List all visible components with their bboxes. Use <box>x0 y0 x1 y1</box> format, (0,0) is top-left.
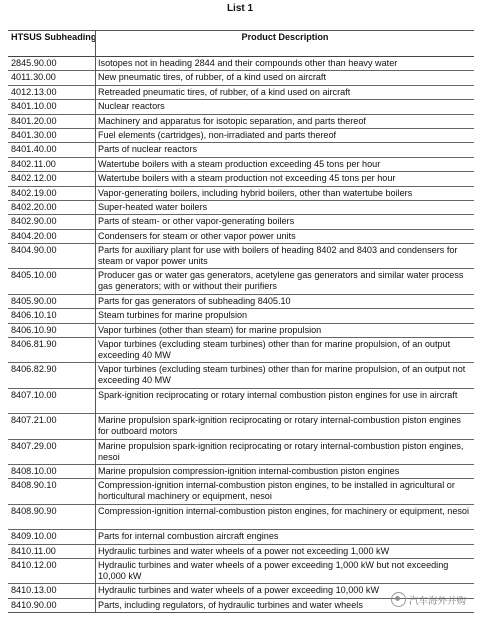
row-description: Vapor-generating boilers, including hybrid boilers, other than watertube boilers <box>98 187 413 198</box>
row-description: Hydraulic turbines and water wheels of a power exceeding 10,000 kW <box>98 585 380 596</box>
table-row <box>8 143 474 157</box>
row-subheading: 8406.10.10 <box>11 310 57 321</box>
row-subheading: 8401.20.00 <box>11 115 57 126</box>
table-row <box>8 158 474 172</box>
htsus-table <box>8 30 474 613</box>
row-description: Parts of nuclear reactors <box>98 144 198 155</box>
column-divider <box>95 31 96 612</box>
row-description: Parts, including regulators, of hydraulic turbines and water wheels <box>98 599 363 610</box>
table-row <box>8 414 474 439</box>
table-row <box>8 505 474 530</box>
table-row <box>8 244 474 269</box>
row-subheading: 8401.10.00 <box>11 101 57 112</box>
table-row <box>8 269 474 294</box>
table-row <box>8 309 474 323</box>
row-subheading: 8405.10.00 <box>11 270 57 281</box>
row-subheading: 8407.10.00 <box>11 389 57 400</box>
row-subheading: 8407.21.00 <box>11 415 57 426</box>
watermark <box>391 592 466 607</box>
row-description: Super-heated water boilers <box>98 201 208 212</box>
row-description: Parts of steam- or other vapor-generating boilers <box>98 216 295 227</box>
row-subheading: 8405.90.00 <box>11 295 57 306</box>
table-row <box>8 129 474 143</box>
table-row <box>8 324 474 338</box>
wechat-logo-icon <box>391 592 406 607</box>
table-row <box>8 201 474 215</box>
row-subheading: 8406.81.90 <box>11 339 57 350</box>
table-row <box>8 363 474 388</box>
table-row <box>8 86 474 100</box>
row-description: Steam turbines for marine propulsion <box>98 310 248 321</box>
table-row <box>8 100 474 114</box>
header-product-description: Product Description <box>241 32 329 42</box>
row-subheading: 8402.12.00 <box>11 173 57 184</box>
row-subheading: 8410.12.00 <box>11 559 57 570</box>
row-description: Parts for internal combustion aircraft engines <box>98 531 279 542</box>
row-subheading: 8409.10.00 <box>11 531 57 542</box>
row-subheading: 4011.30.00 <box>11 72 56 83</box>
document-title: List 1 <box>226 3 254 14</box>
table-row <box>8 230 474 244</box>
table-row <box>8 479 474 504</box>
row-description: Marine propulsion spark-ignition reciprocating or rotary internal-combustion piston engines, nesoi <box>98 440 464 462</box>
row-subheading: 8401.30.00 <box>11 129 57 140</box>
row-description: Marine propulsion spark-ignition reciprocating or rotary internal-combustion piston engines for outboard motors <box>98 415 461 437</box>
row-subheading: 8404.20.00 <box>11 230 57 241</box>
table-row <box>8 530 474 544</box>
row-subheading: 8408.10.00 <box>11 465 57 476</box>
row-subheading: 8406.82.90 <box>11 364 57 375</box>
row-description: Watertube boilers with a steam production exceeding 45 tons per hour <box>98 158 381 169</box>
row-description: Producer gas or water gas generators, acetylene gas generators and similar water process gas generators; with or without their purifiers <box>98 270 464 292</box>
row-subheading: 8402.90.00 <box>11 216 57 227</box>
row-description: Parts for auxiliary plant for use with boilers of heading 8402 and 8403 and condensers for steam or vapor power units <box>98 245 458 266</box>
row-subheading: 8410.11.00 <box>11 545 56 556</box>
watermark-text: 汽车海外并购 <box>408 595 466 607</box>
row-subheading: 8402.19.00 <box>11 187 57 198</box>
row-description: Vapor turbines (excluding steam turbines) other than for marine propulsion, of an output not exceeding 40 MW <box>98 364 466 386</box>
table-body <box>8 57 474 612</box>
table-row <box>8 338 474 363</box>
row-subheading: 2845.90.00 <box>11 58 57 68</box>
row-description: Watertube boilers with a steam production not exceeding 45 tons per hour <box>98 173 396 184</box>
row-description: Machinery and apparatus for isotopic separation, and parts thereof <box>98 115 366 126</box>
table-row <box>8 187 474 201</box>
row-subheading: 8402.20.00 <box>11 201 57 212</box>
row-description: Hydraulic turbines and water wheels of a power not exceeding 1,000 kW <box>98 545 390 556</box>
row-description: Hydraulic turbines and water wheels of a power exceeding 1,000 kW but not exceeding 10,000 kW <box>98 559 449 581</box>
table-row <box>8 57 474 71</box>
row-description: Fuel elements (cartridges), non-irradiated and parts thereof <box>98 129 337 140</box>
row-description: Vapor turbines (excluding steam turbines) other than for marine propulsion, of an output exceeding 40 MW <box>98 339 451 360</box>
table-row <box>8 559 474 584</box>
table-row <box>8 389 474 414</box>
row-subheading: 8410.13.00 <box>11 585 57 596</box>
row-description: Parts for gas generators of subheading 8405.10 <box>98 295 291 306</box>
row-subheading: 8407.29.00 <box>11 440 57 451</box>
row-subheading: 8402.11.00 <box>11 158 56 169</box>
row-subheading: 8410.90.00 <box>11 599 57 610</box>
table-row <box>8 71 474 85</box>
table-row <box>8 172 474 186</box>
row-description: Marine propulsion compression-ignition internal-combustion piston engines <box>98 465 400 476</box>
row-description: Condensers for steam or other vapor power units <box>98 230 296 241</box>
table-row <box>8 115 474 129</box>
row-description: Nuclear reactors <box>98 101 165 112</box>
row-description: Vapor turbines (other than steam) for marine propulsion <box>98 324 322 335</box>
table-row <box>8 440 474 465</box>
row-subheading: 8408.90.90 <box>11 505 57 516</box>
row-description: Isotopes not in heading 2844 and their compounds other than heavy water <box>98 58 398 68</box>
row-description: Compression-ignition internal-combustion piston engines, to be installed in agricultural or horticultural machinery or equipment, nesoi <box>98 480 455 502</box>
row-description: Compression-ignition internal-combustion piston engines, for machinery or equipment, nesoi <box>98 505 470 516</box>
table-row <box>8 545 474 559</box>
header-subheading: HTSUS Subheading <box>11 32 97 42</box>
table-row <box>8 295 474 309</box>
row-description: Retreaded pneumatic tires, of rubber, of a kind used on aircraft <box>98 86 351 97</box>
row-description: Spark-ignition reciprocating or rotary internal combustion piston engines for use in aircraft <box>98 389 458 400</box>
table-row <box>8 215 474 229</box>
row-subheading: 8406.10.90 <box>11 324 57 335</box>
row-subheading: 8401.40.00 <box>11 144 57 155</box>
row-subheading: 4012.13.00 <box>11 86 57 97</box>
table-row <box>8 465 474 479</box>
row-subheading: 8408.90.10 <box>11 480 57 491</box>
row-description: New pneumatic tires, of rubber, of a kind used on aircraft <box>98 72 326 83</box>
table-header-row <box>8 31 474 57</box>
row-subheading: 8404.90.00 <box>11 245 57 256</box>
